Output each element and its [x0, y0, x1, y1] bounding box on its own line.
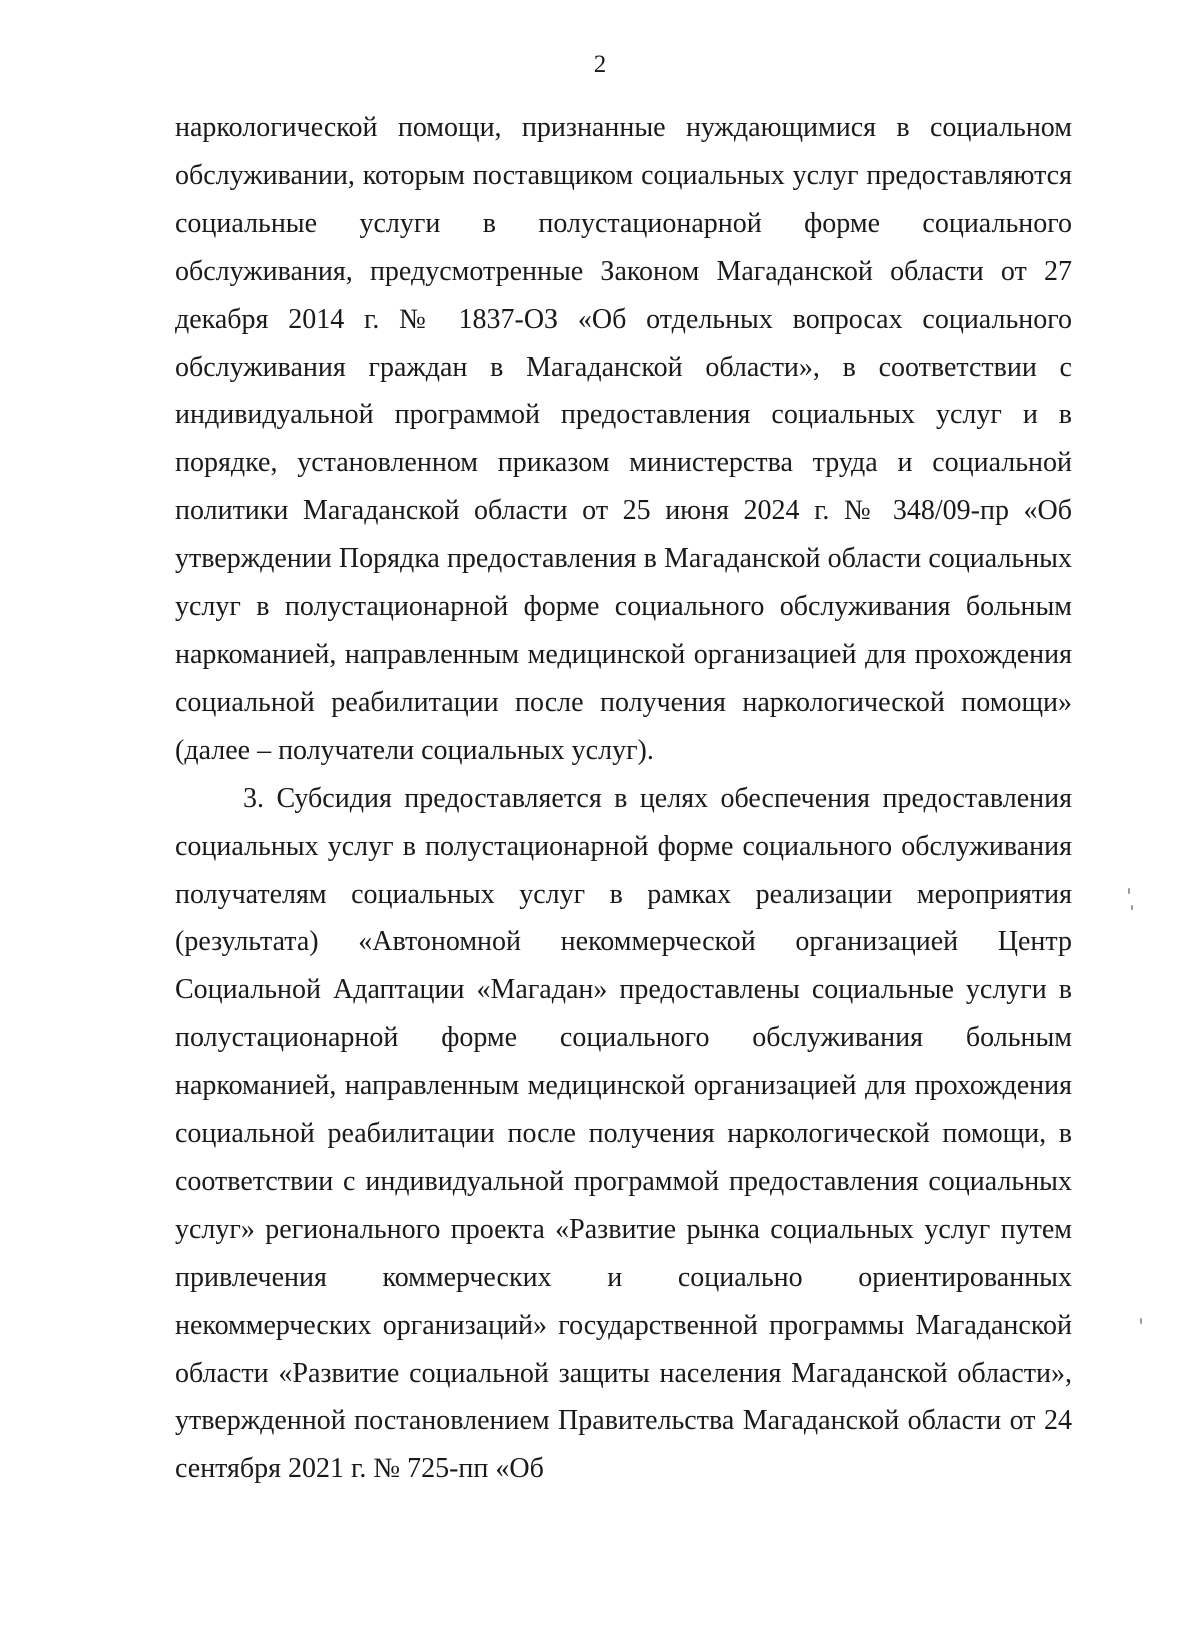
scan-speck: [1128, 888, 1130, 894]
scan-speck: [1140, 1318, 1142, 1324]
scan-speck: [1131, 905, 1133, 910]
paragraph-continuation: наркологической помощи, признанные нуждающимися в социальном обслуживании, которым поставщиком социальных услуг предоставляются социальные услуги в полустационарной форме социального обслуживания, предусмотренные Законом Магаданской области от 27 декабря 2014 г. № 1837-ОЗ «Об отдельных вопросах социального обслуживания граждан в Магаданской области», в соответствии с индивидуальной программой предоставления социальных услуг и в порядке, установленном приказом министерства труда и социальной политики Магаданской области от 25 июня 2024 г. № 348/09-пр «Об утверждении Порядка предоставления в Магаданской области социальных услуг в полустационарной форме социального обслуживания больным наркоманией, направленным медицинской организацией для прохождения социальной реабилитации после получения наркологической помощи» (далее – получатели социальных услуг).: [175, 112, 1072, 766]
paragraph-item-3: 3. Субсидия предоставляется в целях обеспечения предоставления социальных услуг в полустационарной форме социального обслуживания получателям социальных услуг в рамках реализации мероприятия (результата) «Автономной некоммерческой организацией Центр Социальной Адаптации «Магадан» предоставлены социальные услуги в полустационарной форме социального обслуживания больным наркоманией, направленным медицинской организацией для прохождения социальной реабилитации после получения наркологической помощи, в соответствии с индивидуальной программой предоставления социальных услуг» регионального проекта «Развитие рынка социальных услуг путем привлечения коммерческих и социально ориентированных некоммерческих организаций» государственной программы Магаданской области «Развитие социальной защиты населения Магаданской области», утвержденной постановлением Правительства Магаданской области от 24 сентября 2021 г. № 725-пп «Об: [175, 782, 1072, 1485]
document-body: [175, 104, 1072, 1493]
page-number: 2: [593, 51, 607, 78]
